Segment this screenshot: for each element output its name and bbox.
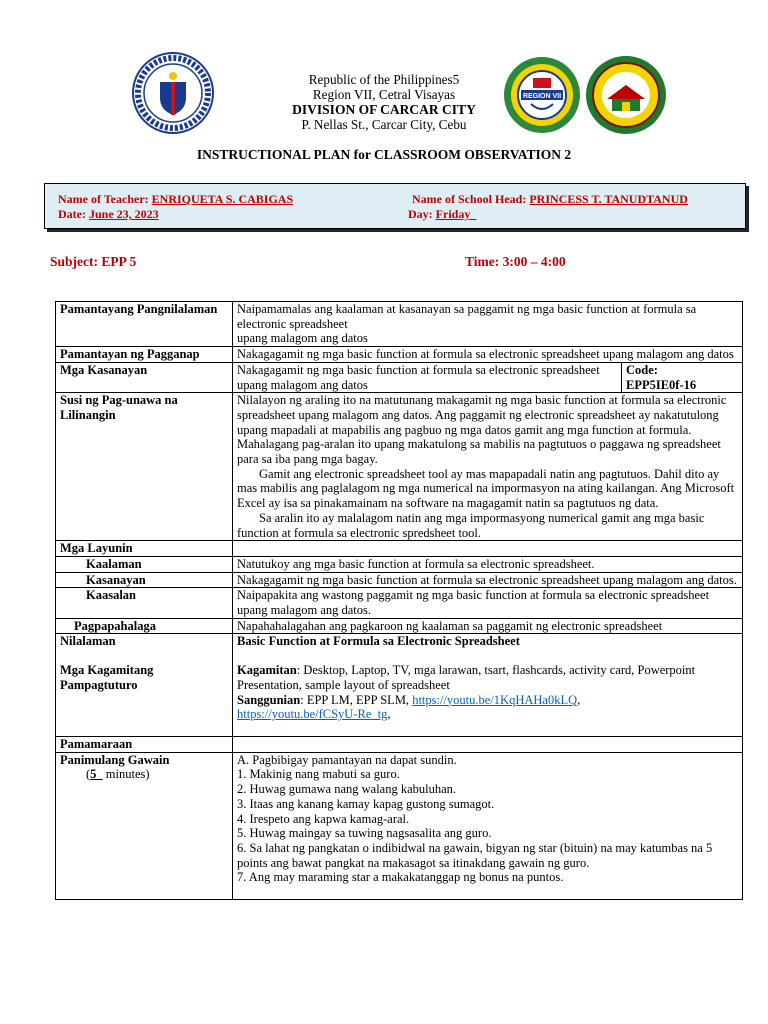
table-row — [56, 302, 743, 347]
list-item: 1. Makinig nang mabuti sa guro. — [237, 767, 400, 782]
table-row — [56, 588, 743, 618]
row-content — [233, 302, 743, 347]
table-row — [56, 556, 743, 572]
list-item: 5. Huwag maingay sa tuwing nagsasalita ang guro. — [237, 826, 492, 841]
row-label: Mga Kasanayan — [56, 362, 233, 392]
list-item: 7. Ang may maraming star a makakatanggap ng bonus na puntos. — [237, 870, 564, 885]
row-content: Napahahalagahan ang pagkaroon ng kaalaman sa paggamit ng electronic spreadsheet — [233, 618, 743, 634]
content-standard-text-2: upang malagom ang datos — [237, 331, 368, 346]
lesson-title: Basic Function at Formula sa Electronic Spreadsheet — [237, 634, 520, 649]
table-row — [56, 736, 743, 752]
code-cell — [622, 362, 743, 392]
row-content — [233, 393, 743, 541]
row-content — [233, 736, 743, 752]
row-label-kagamitan: Mga Kagamitang Pampagtuturo — [60, 663, 154, 692]
list-item: 6. Sa lahat ng pangkatan o indibidwal na gawain, bigyan ng star (bituin) na may katumbas na 5 points ang bawat pangkat na makasagot sa itinakdang gawain ng guro. — [237, 840, 713, 870]
school-head-name — [412, 192, 688, 207]
row-label — [56, 752, 233, 899]
row-label-nilalaman: Nilalaman — [60, 634, 116, 649]
row-content: Nakagagamit ng mga basic function at formula sa electronic spreadsheet upang malagom ang datos — [233, 347, 743, 363]
subject: Subject: EPP 5 — [50, 254, 137, 269]
teacher-label: Name of Teacher: — [58, 192, 149, 206]
minutes-note: (5 minutes) — [86, 767, 150, 782]
row-label — [56, 634, 233, 737]
list-item: 2. Huwag gumawa nang walang kabuluhan. — [237, 782, 457, 797]
teacher-value: ENRIQUETA S. CABIGAS — [151, 192, 294, 206]
day-field — [408, 207, 476, 222]
plan-title: INSTRUCTIONAL PLAN for CLASSROOM OBSERVATION 2 — [196, 147, 572, 162]
row-content: Nakagagamit ng mga basic function at formula sa electronic spreadsheet upang malagom ang datos — [233, 362, 622, 392]
paragraph: Sa aralin ito ay malalagom natin ang mga impormasyong numerical gamit ang mga basic function at formula sa electronic spredsheet tool. — [237, 510, 705, 540]
header-line-2: Region VII, Cetral Visayas — [312, 87, 456, 102]
references-value: : EPP LM, EPP SLM, — [300, 692, 413, 707]
row-label: Pamantayang Pangnilalaman — [56, 302, 233, 347]
table-row — [56, 572, 743, 588]
date-field — [58, 207, 159, 222]
youtube-link-2[interactable]: https://youtu.be/fCSyU-Re_tg — [237, 707, 388, 722]
row-label: Mga Layunin — [56, 541, 233, 557]
teacher-name — [58, 192, 293, 207]
date-value: June 23, 2023 — [88, 207, 159, 221]
row-content: Natutukoy ang mga basic function at formula sa electronic spreadsheet. — [233, 556, 743, 572]
content-standard-text: Naipamamalas ang kaalaman at kasanayan sa paggamit ng mga basic function at formula sa electronic spreadsheet — [237, 302, 697, 331]
references-label: Sanggunian — [237, 692, 301, 707]
school-head-label: Name of School Head: — [412, 192, 527, 206]
row-label: Pamantayan ng Pagganap — [56, 347, 233, 363]
row-content: Naipapakita ang wastong paggamit ng mga basic function at formula sa electronic spreadsheet upang malagom ang datos. — [233, 588, 743, 618]
row-label: Kaalaman — [56, 556, 233, 572]
references-text: Sanggunian: EPP LM, EPP SLM, https://youtu.be/1KqHAHa0kLQ, — [237, 692, 581, 707]
row-label: Pamamaraan — [56, 736, 233, 752]
materials-label: Kagamitan — [237, 663, 297, 678]
row-label: Kaasalan — [56, 588, 233, 618]
row-content: Basic Function at Formula sa Electronic Spreadsheet Kagamitan: Desktop, Laptop, TV, mga larawan, tsart, flashcards, activity card, Powerpoint Presentation, sample layout of spreadsheet Sanggunian: EPP LM, EPP SLM, https://youtu.be/1KqHAHa0kLQ, https://youtu.be/fCSyU-Re_tg, — [233, 634, 743, 737]
list-item: A. Pagbibigay pamantayan na dapat sundin. — [237, 752, 457, 767]
header-division: DIVISION OF CARCAR CITY — [292, 102, 476, 117]
paragraph: Gamit ang electronic spreadsheet tool ay mas mapapadali natin ang pagtutuos. Dahil dito ay mas mabilis ang paglalagom ng mga numerical na impormasyon na ating kailangan. Ang Microsoft Excel ay isa sa pinakamainam na software na magagamit natin sa pagtutuos ng data. — [237, 466, 735, 511]
youtube-link-1[interactable]: https://youtu.be/1KqHAHa0kLQ — [412, 692, 578, 707]
table-row — [56, 618, 743, 634]
table-row — [56, 634, 743, 737]
date-label: Date: — [58, 207, 86, 221]
list-item: 3. Itaas ang kanang kamay kapag gustong sumagot. — [237, 796, 495, 811]
row-label: Pagpapahalaga — [56, 618, 233, 634]
table-row — [56, 347, 743, 363]
materials-value: : Desktop, Laptop, TV, mga larawan, tsart, flashcards, activity card, Powerpoint Presentation, sample layout of spreadsheet — [237, 663, 696, 692]
table-row — [56, 541, 743, 557]
row-content — [233, 541, 743, 557]
paragraph: Nilalayon ng araling ito na matutunang makagamit ng mga basic function at formula sa electronic spreadsheet upang malagom ang datos. Ang paggamit ng electronic spreadsheet ay nakatutulong upang mapadali at mapabilis ang pagbuo ng mga datos gamit ang mga function at formula. Mahalagang pag-aralan ito upang makatulong sa mabilis na pagtutuos o paggawa ng spreadsheet para sa iba pang mga bagay. — [237, 393, 727, 467]
table-row — [56, 393, 743, 541]
row-label: Susi ng Pag-unawa na Lilinangin — [56, 393, 233, 541]
header-line-1: Republic of the Philippines5 — [308, 72, 460, 87]
table-row — [56, 752, 743, 899]
school-head-value: PRINCESS T. TANUDTANUD — [529, 192, 688, 206]
day-value: Friday — [435, 207, 471, 221]
day-label: Day: — [408, 207, 433, 221]
code-label: Code: — [626, 362, 658, 377]
row-content — [233, 752, 743, 899]
row-label-panimulang: Panimulang Gawain — [60, 752, 170, 767]
table-row — [56, 362, 743, 392]
header-address: P. Nellas St., Carcar City, Cebu — [301, 117, 467, 132]
row-label: Kasanayan — [56, 572, 233, 588]
materials-text — [237, 663, 738, 692]
svg-text:REGION VII: REGION VII — [522, 93, 562, 100]
letterhead — [0, 72, 768, 132]
row-content: Nakagagamit ng mga basic function at formula sa electronic spreadsheet upang malagom ang datos. — [233, 572, 743, 588]
list-item: 4. Irespeto ang kapwa kamag-aral. — [237, 811, 410, 826]
instructional-plan-table — [55, 301, 743, 900]
code-value: EPP5IE0f-16 — [626, 377, 697, 392]
time-slot: Time: 3:00 – 4:00 — [465, 254, 566, 269]
